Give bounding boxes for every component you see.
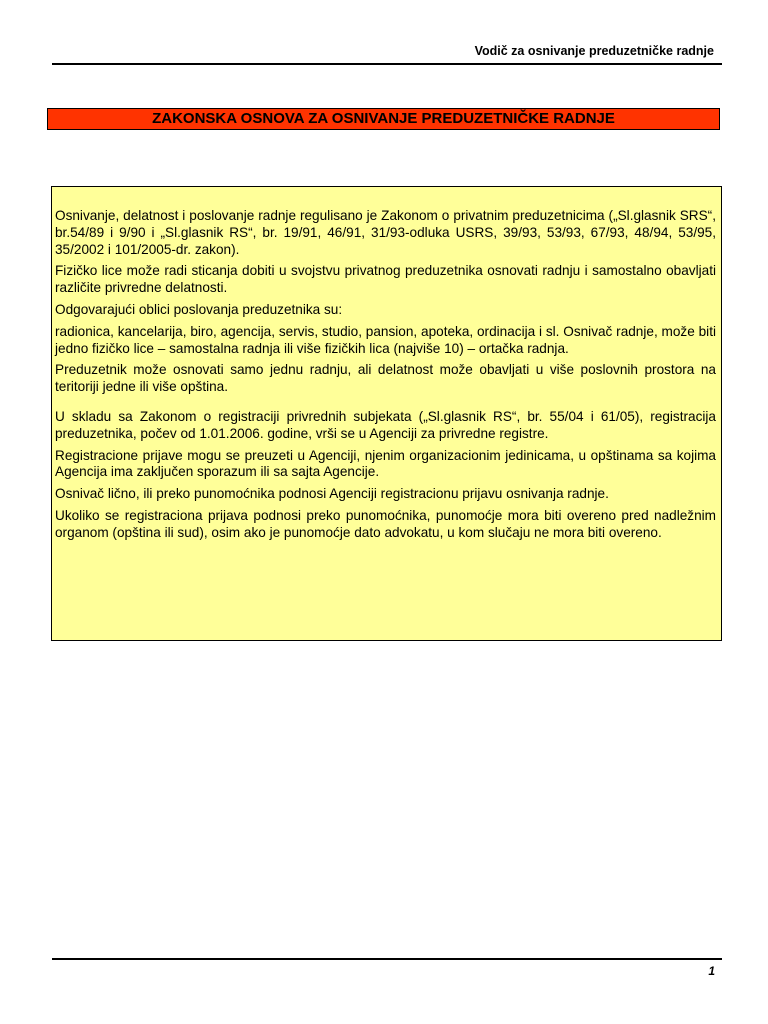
section-heading-banner: ZAKONSKA OSNOVA ZA OSNIVANJE PREDUZETNIČKE RADNJE [47,108,720,130]
page-number: 1 [708,964,715,978]
paragraph-registration-forms: Registracione prijave mogu se preuzeti u Agenciji, njenim organizacionim jedinicama, u opštinama sa kojima Agencija ima zaključen sporazum ili sa sajta Agencije. [55,447,716,480]
paragraph-registration-law: U skladu sa Zakonom o registraciji privrednih subjekata („Sl.glasnik RS“, br. 55/04 i 61/05), registracija preduzetnika, počev od 1.01.2006. godine, vrši se u Agenciji za privredne registre. [55,408,716,441]
document-header-title: Vodič za osnivanje preduzetničke radnje [474,44,714,58]
paragraph-one-shop-rule: Preduzetnik može osnovati samo jednu radnju, ali delatnost može obavljati u više poslovnih prostora na teritoriji jedne ili više opština. [55,362,716,395]
paragraph-natural-person: Fizičko lice može radi sticanja dobiti u svojstvu privatnog preduzetnika osnovati radnju i samostalno obavljati različite privredne delatnosti. [55,263,716,296]
paragraph-business-forms-intro: Odgovarajući oblici poslovanja preduzetnika su: [55,301,343,317]
paragraph-founder-submission: Osnivač lično, ili preko punomoćnika podnosi Agenciji registracionu prijavu osnivanja radnje. [55,486,609,502]
paragraph-business-forms-list: radionica, kancelarija, biro, agencija, servis, studio, pansion, apoteka, ordinacija i sl. Osnivač radnje, može biti jedno fizičko lice – samostalna radnja ili više fizičkih lica (najviše 10) – ortačka radnja. [55,323,716,356]
footer-divider [52,958,722,960]
paragraph-law-reference: Osnivanje, delatnost i poslovanje radnje regulisano je Zakonom o privatnim preduzetnicima („Sl.glasnik SRS“, br.54/89 i 9/90 i „Sl.glasnik RS“, br. 19/91, 46/91, 31/93-odluka USRS, 39/93, 53/93, 67/93, 48/94, 53/95, 35/2002 i 101/2005-dr. zakon). [55,208,716,257]
paragraph-proxy-rules: Ukoliko se registraciona prijava podnosi preko punomoćnika, punomoćje mora biti overeno pred nadležnim organom (opština ili sud), osim ako je punomoćje dato advokatu, u kom slučaju ne mora biti overeno. [55,507,716,540]
legal-basis-text-box [51,186,722,641]
header-divider [52,63,722,65]
